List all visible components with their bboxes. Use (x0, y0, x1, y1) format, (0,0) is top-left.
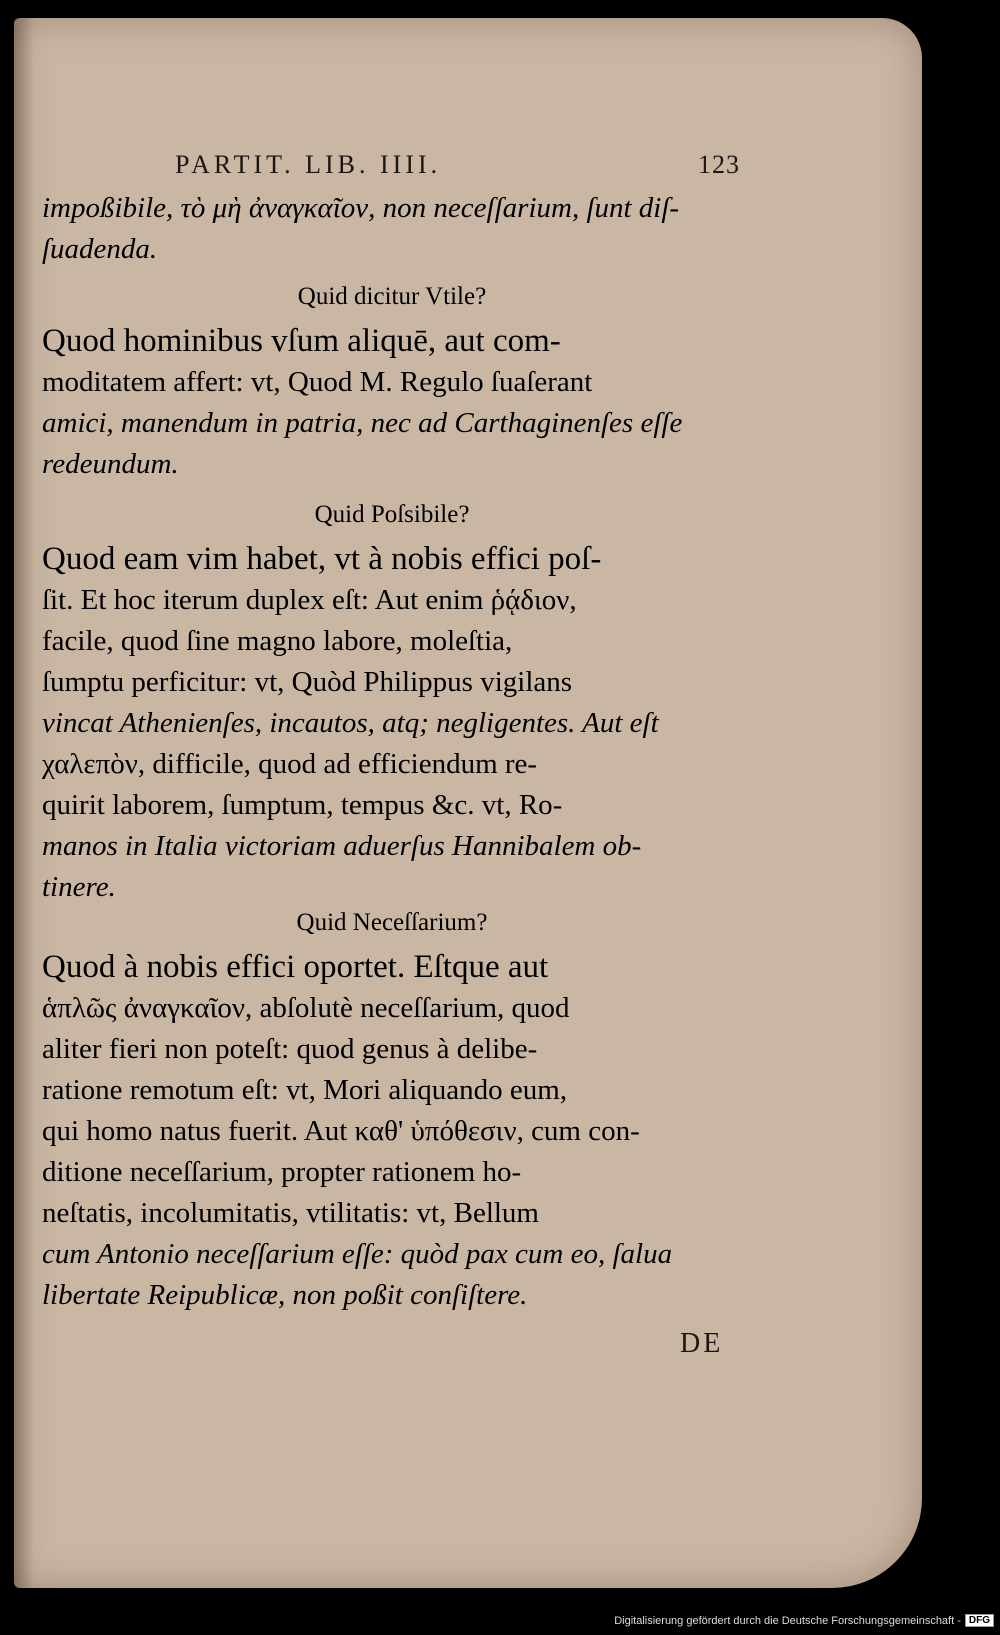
text-line: cum Antonio neceſſarium eſſe: quòd pax cum eo, ſalua (42, 1238, 673, 1270)
text-line: ἁπλῶς ἀναγκαῖον, abſolutè neceſſarium, quod (42, 992, 570, 1024)
page-number: 123 (698, 150, 740, 179)
text-line: quirit laborem, ſumptum, tempus &c. vt, Ro- (42, 789, 563, 821)
text-line: ſit. Et hoc iterum duplex eſt: Aut enim ῥᾴδιον, (42, 584, 577, 616)
text-line: tinere. (42, 871, 116, 903)
question-heading: Quid Poſsibile? (314, 501, 470, 528)
running-title: PARTIT. LIB. IIII. (175, 150, 442, 179)
text-line: ditione neceſſarium, propter rationem ho- (42, 1156, 522, 1188)
text-line: Quod eam vim habet, vt à nobis effici poſ- (42, 541, 602, 577)
digitization-credit (614, 1614, 994, 1627)
section-necessarium (42, 898, 742, 1316)
text-line: manos in Italia victoriam aduerſus Hannibalem ob- (42, 830, 642, 862)
text-line: aliter fieri non poteſt: quod genus à delibe- (42, 1033, 538, 1065)
text-line: neſtatis, incolumitatis, vtilitatis: vt, Bellum (42, 1197, 539, 1229)
text-line: redeundum. (42, 448, 179, 480)
text-line: ratione remotum eſt: vt, Mori aliquando eum, (42, 1074, 568, 1106)
question-heading: Quid dicitur Vtile? (297, 283, 487, 310)
text-line: ſuadenda. (42, 233, 158, 265)
text-line: impoßibile, τὸ μὴ ἀναγκαῖον, non neceſſarium, ſunt diſ- (42, 192, 680, 224)
section-possibile (42, 490, 742, 908)
question-heading: Quid Neceſſarium? (296, 909, 488, 936)
text-line: facile, quod ſine magno labore, moleſtia, (42, 625, 513, 657)
text-line: qui homo natus fuerit. Aut καθ' ὑπόθεσιν, cum con- (42, 1115, 640, 1147)
catchword: DE (680, 1328, 724, 1359)
text-line: moditatem affert: vt, Quod M. Regulo ſuaſerant (42, 366, 593, 398)
text-line: Quod à nobis effici oportet. Eſtque aut (42, 949, 549, 985)
text-line: vincat Athenienſes, incautos, atq; negligentes. Aut eſt (42, 707, 659, 739)
text-line: ſumptu perficitur: vt, Quòd Philippus vigilans (42, 666, 573, 698)
text-line: libertate Reipublicæ, non poßit conſiſtere. (42, 1279, 528, 1311)
text-line: Quod hominibus vſum aliquē, aut com- (42, 323, 561, 359)
credit-text: Digitalisierung gefördert durch die Deutsche Forschungsgemeinschaft - (614, 1614, 961, 1627)
text-block-top (42, 188, 742, 270)
section-utile (42, 272, 742, 485)
running-header (175, 150, 740, 180)
dfg-logo-icon: DFG (965, 1614, 994, 1627)
text-line: amici, manendum in patria, nec ad Carthaginenſes eſſe (42, 407, 683, 439)
text-line: χαλεπὸν, difficile, quod ad efficiendum re- (42, 748, 538, 780)
